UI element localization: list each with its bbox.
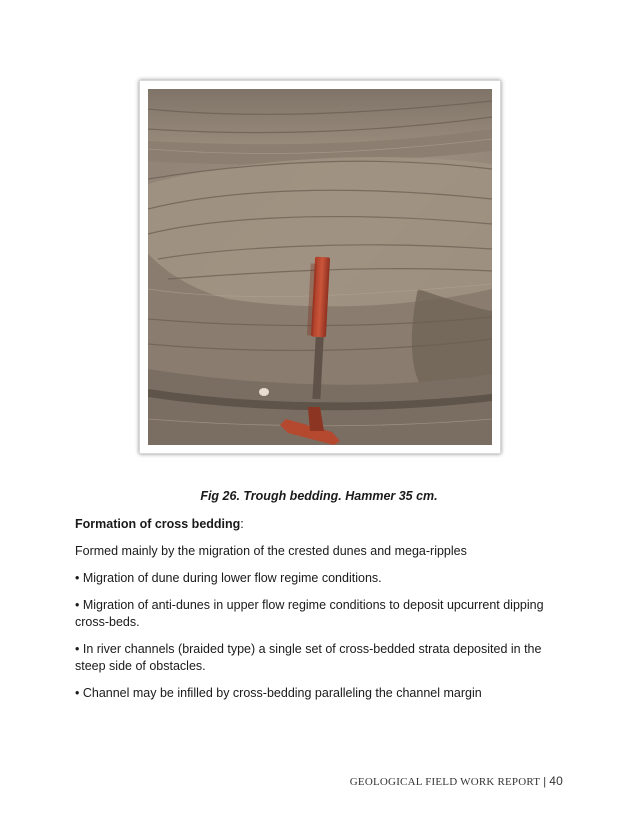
rock-outcrop-photo: [148, 89, 492, 445]
bullet-item: • Channel may be infilled by cross-bedding paralleling the channel margin: [75, 686, 482, 700]
section-heading-line: [75, 516, 570, 533]
figure-caption: Fig 26. Trough bedding. Hammer 35 cm.: [200, 489, 438, 503]
section-intro: Formed mainly by the migration of the crested dunes and mega-ripples: [75, 544, 467, 558]
bullet-item: • Migration of dune during lower flow regime conditions.: [75, 571, 382, 585]
section-heading: Formation of cross bedding: [75, 517, 241, 531]
bullet-item: • Migration of anti-dunes in upper flow regime conditions to deposit upcurrent dipping cross-beds.: [75, 598, 544, 629]
page-footer: [350, 774, 563, 788]
figure-photo-frame: [139, 80, 501, 454]
section-content: [75, 516, 570, 712]
bullet-item: • In river channels (braided type) a single set of cross-bedded strata deposited in the steep side of obstacles.: [75, 642, 542, 673]
page-number: 40: [549, 774, 563, 788]
footer-report-title: GEOLOGICAL FIELD WORK REPORT: [349, 776, 541, 788]
trough-bedding-image: [148, 89, 492, 445]
footer-separator: |: [543, 776, 547, 788]
section-heading-colon: :: [240, 517, 244, 531]
